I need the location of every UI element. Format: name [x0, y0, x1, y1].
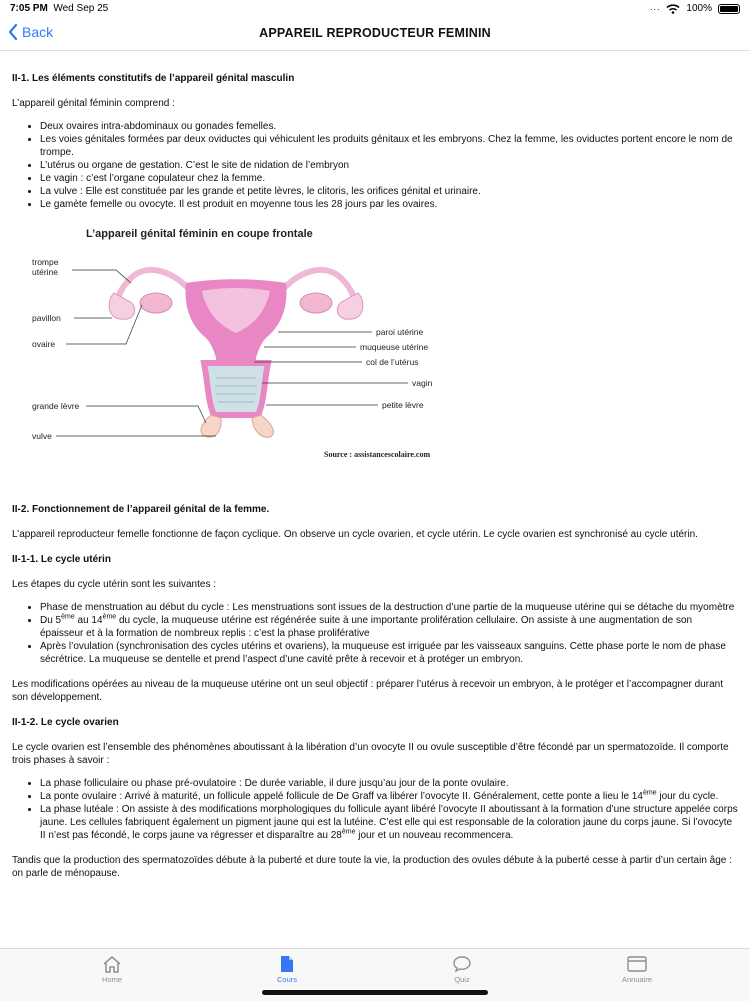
page-title: APPAREIL REPRODUCTEUR FEMININ	[259, 26, 491, 40]
figure-title: L’appareil génital féminin en coupe frontale	[86, 228, 313, 240]
status-time	[10, 3, 108, 14]
status-date: Wed Sep 25	[53, 3, 109, 14]
section1-heading: II-1. Les éléments constitutifs de l’appareil génital masculin	[12, 73, 295, 84]
right-ovary	[300, 293, 332, 313]
tab-label: Quiz	[454, 975, 470, 984]
label-pavillon: pavillon	[32, 313, 61, 323]
home-icon	[102, 955, 122, 973]
list-item	[40, 614, 738, 640]
document-icon	[279, 955, 295, 973]
label-col: col de l’utérus	[366, 357, 419, 367]
list-item: • Deux ovaires intra-abdominaux ou gonades femelles.	[40, 120, 738, 133]
section3-list	[12, 601, 738, 666]
section3-heading: II-1-1. Le cycle utérin	[12, 554, 111, 565]
label-vulve: vulve	[32, 431, 52, 441]
section4-intro: Le cycle ovarien est l’ensemble des phénomènes aboutissant à la libération d’un ovocyte II ou ovule susceptible d’être fécondé par un spermatozoïde. Il comporte trois phases à savoir :	[12, 742, 729, 766]
label-muqueuse: muqueuse utérine	[360, 342, 429, 352]
anatomy-figure	[16, 223, 456, 463]
item-sup: ème	[102, 613, 117, 621]
section4-heading: II-1-2. Le cycle ovarien	[12, 717, 119, 728]
tab-label: Cours	[276, 975, 297, 984]
tab-label: Home	[101, 975, 122, 984]
battery-icon	[718, 4, 740, 14]
item-text: La phase lutéale : On assiste à des modifications morphologiques du follicule ayant libéré l’ovocyte II aboutissant à la formation d’une structure appelée corps jaune. Les cellules fabriquent également un pigment jaune qui est la lutéine. C’est elle qui est responsable de la coloration jaune du corps jaune. Si l’ovocyte II n’est pas fécondé, le corps jaune va régresser et disparaître au 28	[40, 804, 738, 841]
item-text: Du 5	[40, 615, 62, 626]
home-indicator[interactable]	[262, 990, 488, 995]
section3-after: Les modifications opérées au niveau de la muqueuse utérine ont un seul objectif : préparer l’utérus à recevoir un embryon, à le protéger et l’accompagner durant son développement.	[12, 679, 723, 703]
figure-source: Source : assistancescolaire.com	[324, 450, 431, 459]
list-item: • La phase folliculaire ou phase pré-ovulatoire : De durée variable, il dure jusqu’au jour de la ponte ovulaire.	[40, 777, 738, 790]
navigation-bar	[0, 18, 750, 51]
right-labia	[252, 415, 273, 437]
list-item: • L’utérus ou organe de gestation. C’est le site de nidation de l’embryon	[40, 159, 738, 172]
label-paroi: paroi utérine	[376, 327, 424, 337]
section1-list	[12, 120, 738, 211]
lesson-content[interactable]	[12, 60, 738, 945]
section1-intro: L’appareil génital féminin comprend :	[12, 98, 175, 109]
section4-list	[12, 777, 738, 842]
item-text: La ponte ovulaire : Arrivé à maturité, un follicule appelé follicule de De Graff va libérer l’ovocyte II. Généralement, cette ponte a lieu le 14	[40, 791, 643, 802]
female-reproductive-diagram	[16, 223, 456, 463]
label-uterine: utérine	[32, 267, 58, 277]
book-icon	[626, 955, 648, 973]
status-clock: 7:05 PM	[10, 3, 48, 14]
list-item: • Après l’ovulation (synchronisation des cycles utérins et ovariens), la muqueuse est irriguée par les vaisseaux sanguins. Cette phase porte le nom de phase sécrétrice. La muqueuse se dentelle et prend l’aspect d’une cavité prête à recevoir et à protéger un embryon.	[40, 640, 738, 666]
item-sup: ème	[642, 789, 657, 797]
wifi-icon	[666, 4, 680, 14]
tab-label: Annuaire	[621, 975, 653, 984]
item-text: jour et un nouveau recommencera.	[355, 830, 514, 841]
item-sup: ème	[61, 613, 75, 621]
list-item: • La vulve : Elle est constituée par les grande et petite lèvres, le clitoris, les orifices génital et urinaire.	[40, 185, 738, 198]
item-sup: ème	[341, 828, 356, 836]
item-text: au 14	[74, 615, 103, 626]
list-item: • Le vagin : c’est l’organe copulateur chez la femme.	[40, 172, 738, 185]
item-text: jour du cycle.	[656, 791, 719, 802]
battery-percent: 100%	[686, 3, 712, 14]
tab-cours[interactable]	[247, 955, 327, 984]
status-right	[650, 3, 740, 14]
vagina	[204, 363, 268, 415]
section2-paragraph: L’appareil reproducteur femelle fonctionne de façon cyclique. On observe un cycle ovarien, et cycle utérin. Le cycle ovarien est synchronisé au cycle utérin.	[12, 529, 698, 540]
status-bar	[0, 0, 750, 18]
tab-home[interactable]	[72, 955, 152, 984]
list-item: • Phase de menstruation au début du cycle : Les menstruations sont issues de la destruction d’une partie de la muqueuse utérine qui se détache du myomètre	[40, 601, 738, 614]
label-trompe: trompe	[32, 257, 59, 267]
section4-closing: Tandis que la production des spermatozoïdes débute à la puberté et dure toute la vie, la production des ovules débute à la puberté cesse à partir d’un certain âge : on parle de ménopause.	[12, 855, 732, 879]
chat-bubble-icon	[452, 955, 472, 973]
label-petite-levre: petite lèvre	[382, 400, 424, 410]
section3-intro: Les étapes du cycle utérin sont les suivantes :	[12, 579, 217, 590]
tab-quiz[interactable]	[422, 955, 502, 984]
list-item: • Les voies génitales formées par deux oviductes qui véhiculent les produits génitaux et les embryons. Chez la femme, les oviductes portent encore le nom de trompe.	[40, 133, 738, 159]
label-vagin: vagin	[412, 378, 433, 388]
list-item: • Le gamète femelle ou ovocyte. Il est produit en moyenne tous les 28 jours par les ovaires.	[40, 198, 738, 211]
tab-annuaire[interactable]	[597, 955, 677, 984]
item-text: du cycle, la muqueuse utérine est régénérée suite à une importante prolifération cellulaire. On assiste à une augmentation de son épaisseur et à la formation de nombreux replis : c’est la phase proliférative	[40, 615, 693, 639]
label-ovaire: ovaire	[32, 339, 56, 349]
list-item	[40, 803, 738, 842]
label-grande-levre: grande lèvre	[32, 401, 80, 411]
back-label: Back	[22, 24, 54, 40]
dots-icon: ∙∙∙	[649, 3, 661, 14]
left-ovary	[140, 293, 172, 313]
list-item	[40, 790, 738, 803]
left-fimbriae	[109, 293, 135, 319]
section2-heading: II-2. Fonctionnement de l’appareil génital de la femme.	[12, 504, 270, 515]
right-fimbriae	[337, 293, 363, 319]
